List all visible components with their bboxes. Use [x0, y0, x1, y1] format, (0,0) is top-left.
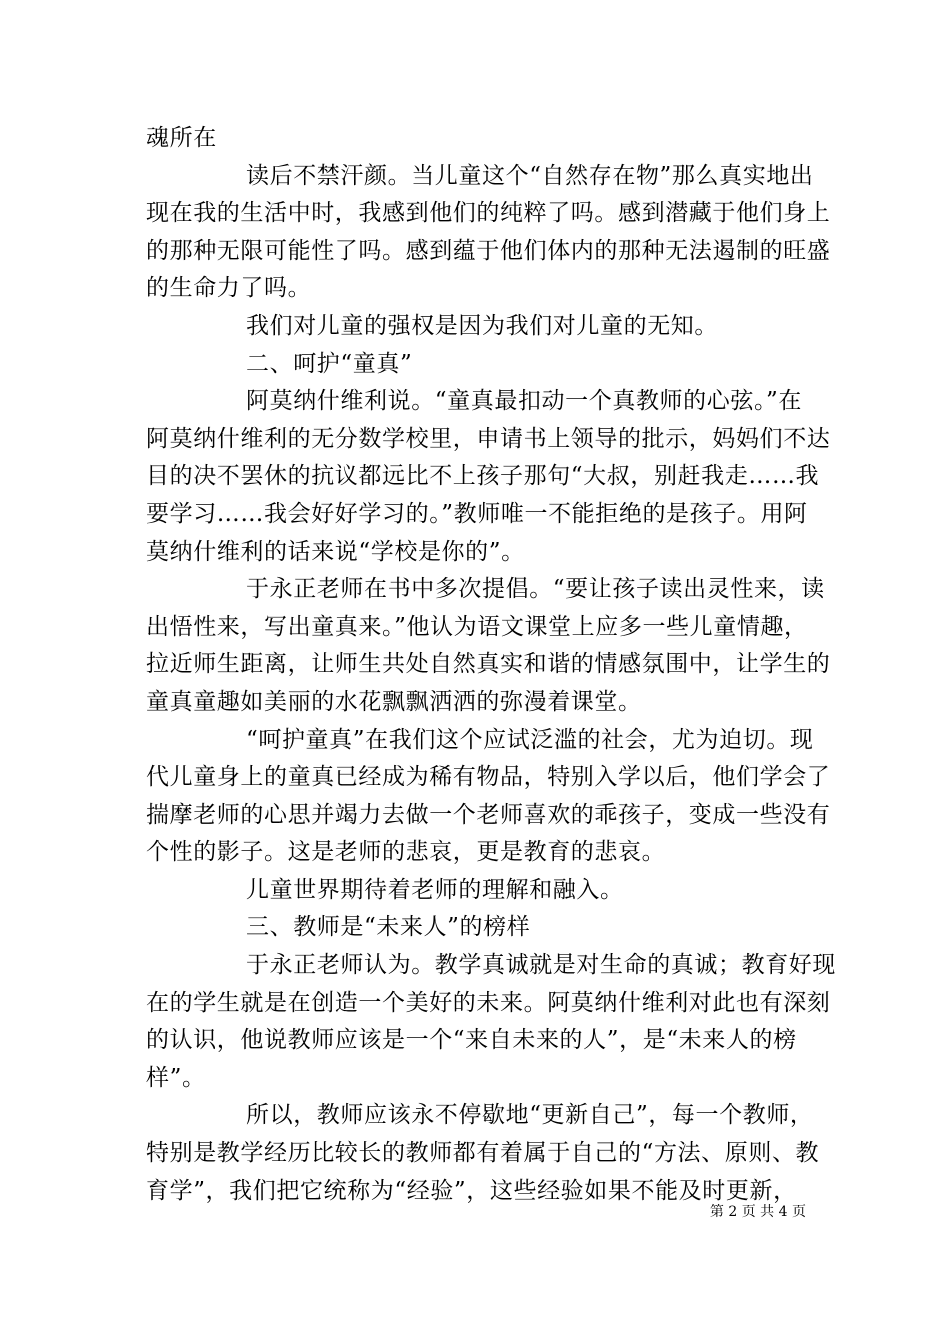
text-line: 所以，教师应该永不停歇地“更新自己”，每一个教师，	[246, 1102, 814, 1129]
text-line: 出悟性来，写出童真来。”他认为语文课堂上应多一些儿童情趣，	[146, 613, 808, 640]
text-line: 个性的影子。这是老师的悲哀，更是教育的悲哀。	[146, 839, 666, 866]
text-line: 读后不禁汗颜。当儿童这个“自然存在物”那么真实地出	[246, 162, 814, 189]
text-line: 于永正老师在书中多次提倡。“要让孩子读出灵性来，读	[246, 576, 825, 603]
text-line: 拉近师生距离，让师生共处自然真实和谐的情感氛围中，让学生的	[146, 651, 831, 678]
section-heading: 三、教师是“未来人”的榜样	[246, 914, 531, 941]
text-line: 童真童趣如美丽的水花飘飘洒洒的弥漫着课堂。	[146, 688, 642, 715]
text-line: 阿莫纳什维利的无分数学校里，申请书上领导的批示，妈妈们不达	[146, 425, 831, 452]
text-line: 的那种无限可能性了吗。感到蕴于他们体内的那种无法遏制的旺盛	[146, 237, 831, 264]
text-line: 特别是教学经历比较长的教师都有着属于自己的“方法、原则、教	[146, 1140, 820, 1167]
text-line: 现在我的生活中时，我感到他们的纯粹了吗。感到潜藏于他们身上	[146, 200, 831, 227]
text-line: 在的学生就是在创造一个美好的未来。阿莫纳什维利对此也有深刻	[146, 989, 831, 1016]
text-line: 我们对儿童的强权是因为我们对儿童的无知。	[246, 312, 718, 339]
text-line: 揣摩老师的心思并竭力去做一个老师喜欢的乖孩子，变成一些没有	[146, 801, 831, 828]
text-line: 的认识，他说教师应该是一个“来自未来的人”，是“未来人的榜	[146, 1027, 797, 1054]
text-line: 魂所在	[146, 125, 217, 151]
text-line: 要学习……我会好好学习的。”教师唯一不能拒绝的是孩子。用阿	[146, 500, 808, 527]
text-line: 莫纳什维利的话来说“学校是你的”。	[146, 538, 525, 565]
text-line: 的生命力了吗。	[146, 275, 312, 302]
text-line: 目的决不罢休的抗议都远比不上孩子那句“大叔，别赶我走……我	[146, 463, 820, 490]
section-heading: 二、呵护“童真”	[246, 350, 413, 377]
text-line: “呵护童真”在我们这个应试泛滥的社会，尤为迫切。现	[246, 726, 814, 753]
text-line: 于永正老师认为。教学真诚就是对生命的真诚；教育好现	[246, 952, 836, 979]
text-line: 阿莫纳什维利说。“童真最扣动一个真教师的心弦。”在	[246, 388, 803, 415]
text-line: 儿童世界期待着老师的理解和融入。	[246, 876, 624, 903]
page-number-footer: 第 2 页 共 4 页	[709, 1204, 806, 1220]
text-line: 代儿童身上的童真已经成为稀有物品，特别入学以后，他们学会了	[146, 764, 831, 791]
text-line: 育学”，我们把它统称为“经验”，这些经验如果不能及时更新，	[146, 1177, 797, 1204]
text-line: 样”。	[146, 1064, 206, 1091]
body-text	[146, 120, 836, 1210]
